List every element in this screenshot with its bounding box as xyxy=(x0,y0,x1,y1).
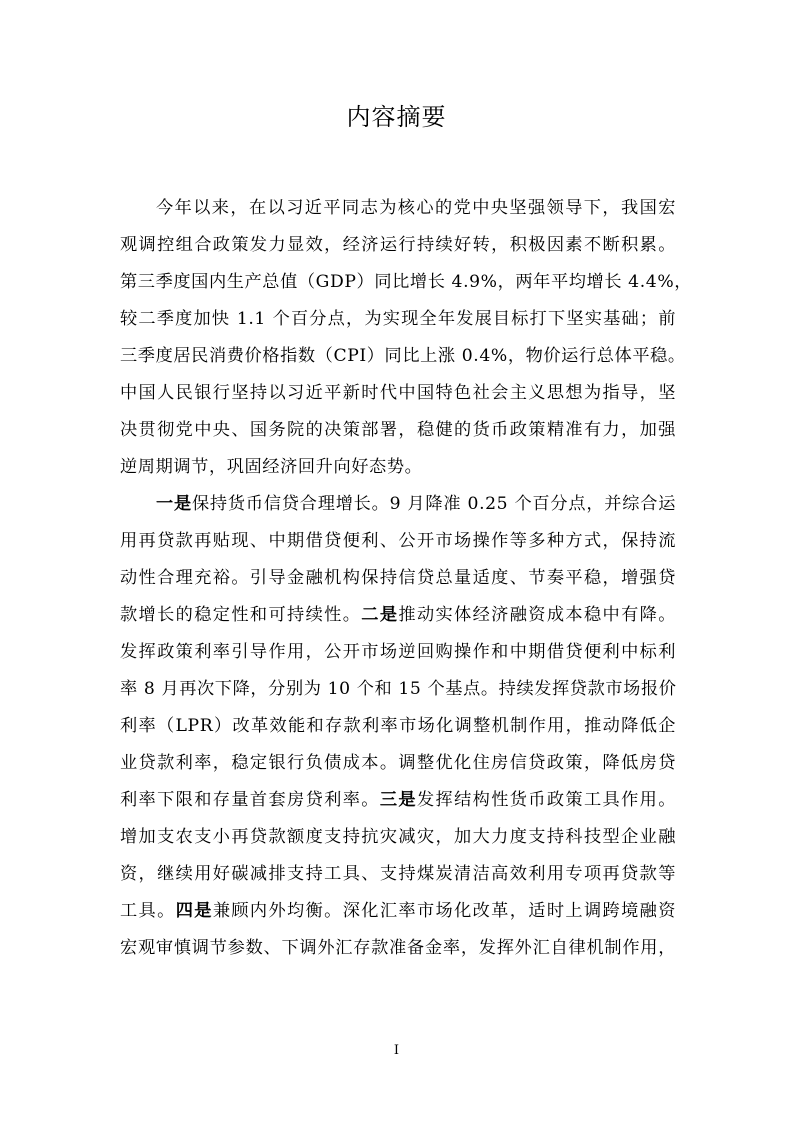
point-marker-two: 二是 xyxy=(361,605,399,625)
text-line: 工具。四是兼顾内外均衡。深化汇率市场化改革，适时上调跨境融资 xyxy=(120,901,676,921)
text-line: 决贯彻党中央、国务院的决策部署，稳健的货币政策精准有力，加强 xyxy=(120,420,676,440)
text-line: 利率（LPR）改革效能和存款利率市场化调整机制作用，推动降低企 xyxy=(120,716,676,736)
point-marker-four: 四是 xyxy=(175,901,213,921)
summary-body xyxy=(120,190,693,967)
text-line: 利率下限和存量首套房贷利率。三是发挥结构性货币政策工具作用。 xyxy=(120,790,677,810)
text-line: 观调控组合政策发力显效，经济运行持续好转，积极因素不断积累。 xyxy=(120,235,676,255)
text-line: 款增长的稳定性和可持续性。二是推动实体经济融资成本稳中有降。 xyxy=(120,605,676,625)
text-line: 用再贷款再贴现、中期借贷便利、公开市场操作等多种方式，保持流 xyxy=(120,531,676,551)
page-title: 内容摘要 xyxy=(346,103,447,131)
text-line: 增加支农支小再贷款额度支持抗灾减灾，加大力度支持科技型企业融 xyxy=(120,827,676,847)
text-line: 今年以来，在以习近平同志为核心的党中央坚强领导下，我国宏 xyxy=(156,198,676,218)
text-line: 三季度居民消费价格指数（CPI）同比上涨 0.4%，物价运行总体平稳。 xyxy=(120,346,686,366)
text-line: 率 8 月再次下降，分别为 10 个和 15 个基点。持续发挥贷款市场报价 xyxy=(120,679,677,699)
page-number: I xyxy=(393,1043,400,1058)
text-line: 发挥政策利率引导作用，公开市场逆回购操作和中期借贷便利中标利 xyxy=(120,642,676,662)
text-line: 中国人民银行坚持以习近平新时代中国特色社会主义思想为指导，坚 xyxy=(120,383,676,403)
point-marker-one: 一是 xyxy=(156,494,192,514)
text-line: 资，继续用好碳减排支持工具、支持煤炭清洁高效利用专项再贷款等 xyxy=(120,864,676,884)
text-line: 动性合理充裕。引导金融机构保持信贷总量适度、节奏平稳，增强贷 xyxy=(120,568,676,588)
point-marker-three: 三是 xyxy=(379,790,417,810)
text-line: 一是保持货币信贷合理增长。9 月降准 0.25 个百分点，并综合运 xyxy=(156,494,677,514)
text-line: 较二季度加快 1.1 个百分点，为实现全年发展目标打下坚实基础；前 xyxy=(120,309,676,329)
text-line: 宏观审慎调节参数、下调外汇存款准备金率，发挥外汇自律机制作用， xyxy=(120,938,676,958)
text-line: 业贷款利率，稳定银行负债成本。调整优化住房信贷政策，降低房贷 xyxy=(120,753,676,773)
text-line: 逆周期调节，巩固经济回升向好态势。 xyxy=(120,457,423,477)
text-line: 第三季度国内生产总值（GDP）同比增长 4.9%，两年平均增长 4.4%， xyxy=(120,272,693,292)
